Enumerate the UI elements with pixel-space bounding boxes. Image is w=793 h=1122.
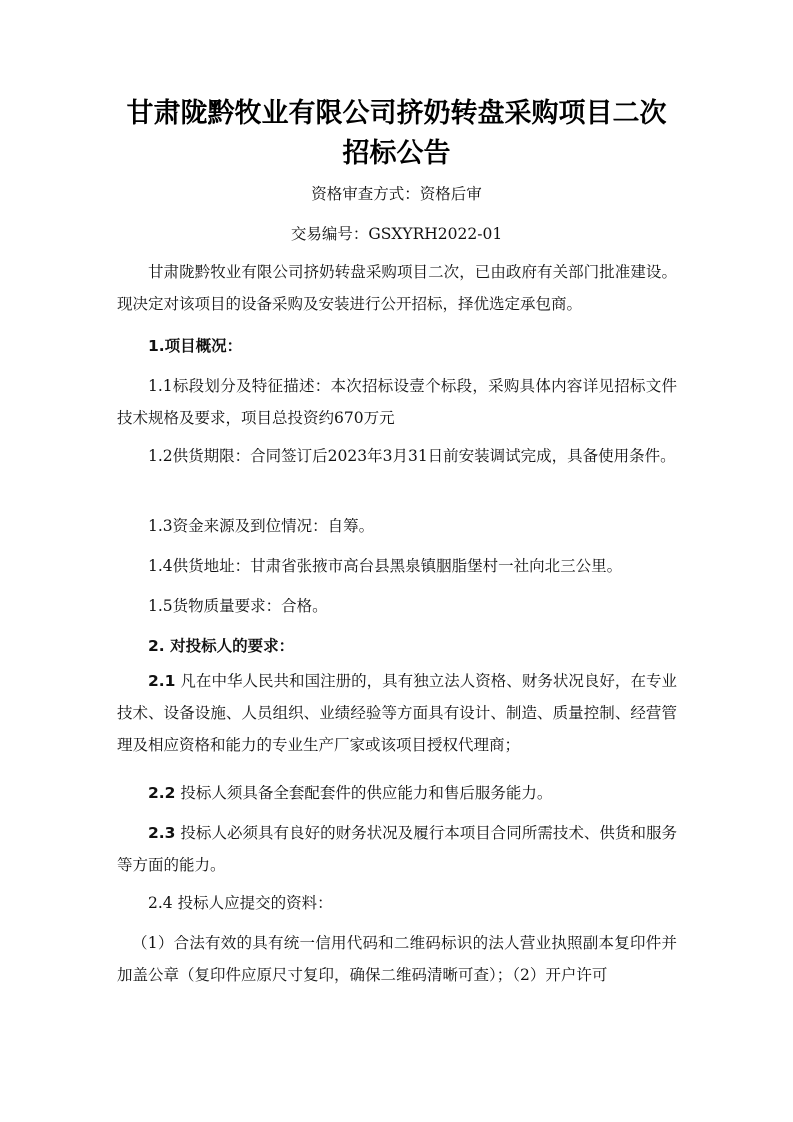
item-1-3: 1.3资金来源及到位情况：自筹。	[148, 517, 375, 535]
item-1-5: 1.5货物质量要求：合格。	[148, 597, 328, 615]
trade-number: 交易编号：GSXYRH2022-01	[290, 225, 503, 243]
item-2-3-text: 投标人必须具有良好的财务状况及履行本项目合同所需技术、供货和服务等方面的能力。	[117, 824, 677, 874]
document-title	[100, 94, 693, 174]
item-2-1-number: 2.1	[148, 672, 176, 690]
item-2-3	[117, 817, 677, 881]
title-line-1: 甘肃陇黔牧业有限公司挤奶转盘采购项目二次	[126, 98, 667, 129]
item-2-2-number: 2.2	[148, 784, 176, 802]
section-1-heading: 1.项目概况：	[148, 337, 243, 355]
intro-paragraph: 甘肃陇黔牧业有限公司挤奶转盘采购项目二次，已由政府有关部门批准建设。现决定对该项目的设备采购及安装进行公开招标，择优选定承包商。	[117, 263, 677, 313]
item-2-4-detail: （1）合法有效的具有统一信用代码和二维码标识的法人营业执照副本复印件并加盖公章（复印件应原尺寸复印，确保二维码清晰可查）；（2）开户许可	[117, 934, 677, 984]
item-2-2-text: 投标人须具备全套配套件的供应能力和售后服务能力。	[175, 784, 553, 802]
item-1-2: 1.2供货期限：合同签订后2023年3月31日前安装调试完成，具备使用条件。	[148, 447, 676, 465]
item-2-4: 2.4 投标人应提交的资料：	[148, 894, 333, 912]
title-line-2: 招标公告	[342, 138, 451, 169]
item-2-2	[117, 777, 677, 809]
item-2-3-number: 2.3	[148, 824, 176, 842]
section-2-heading: 2. 对投标人的要求：	[148, 637, 295, 655]
item-2-1	[117, 665, 677, 761]
item-1-1: 1.1标段划分及特征描述：本次招标设壹个标段，采购具体内容详见招标文件技术规格及要求，项目总投资约670万元	[117, 377, 677, 427]
review-method: 资格审查方式：资格后审	[311, 185, 482, 203]
item-2-1-text: 凡在中华人民共和国注册的，具有独立法人资格、财务状况良好，在专业技术、设备设施、人员组织、业绩经验等方面具有设计、制造、质量控制、经营管理及相应资格和能力的专业生产厂家或该项目授权代理商；	[117, 672, 677, 754]
item-1-4: 1.4供货地址：甘肃省张掖市高台县黑泉镇胭脂堡村一社向北三公里。	[148, 557, 623, 575]
